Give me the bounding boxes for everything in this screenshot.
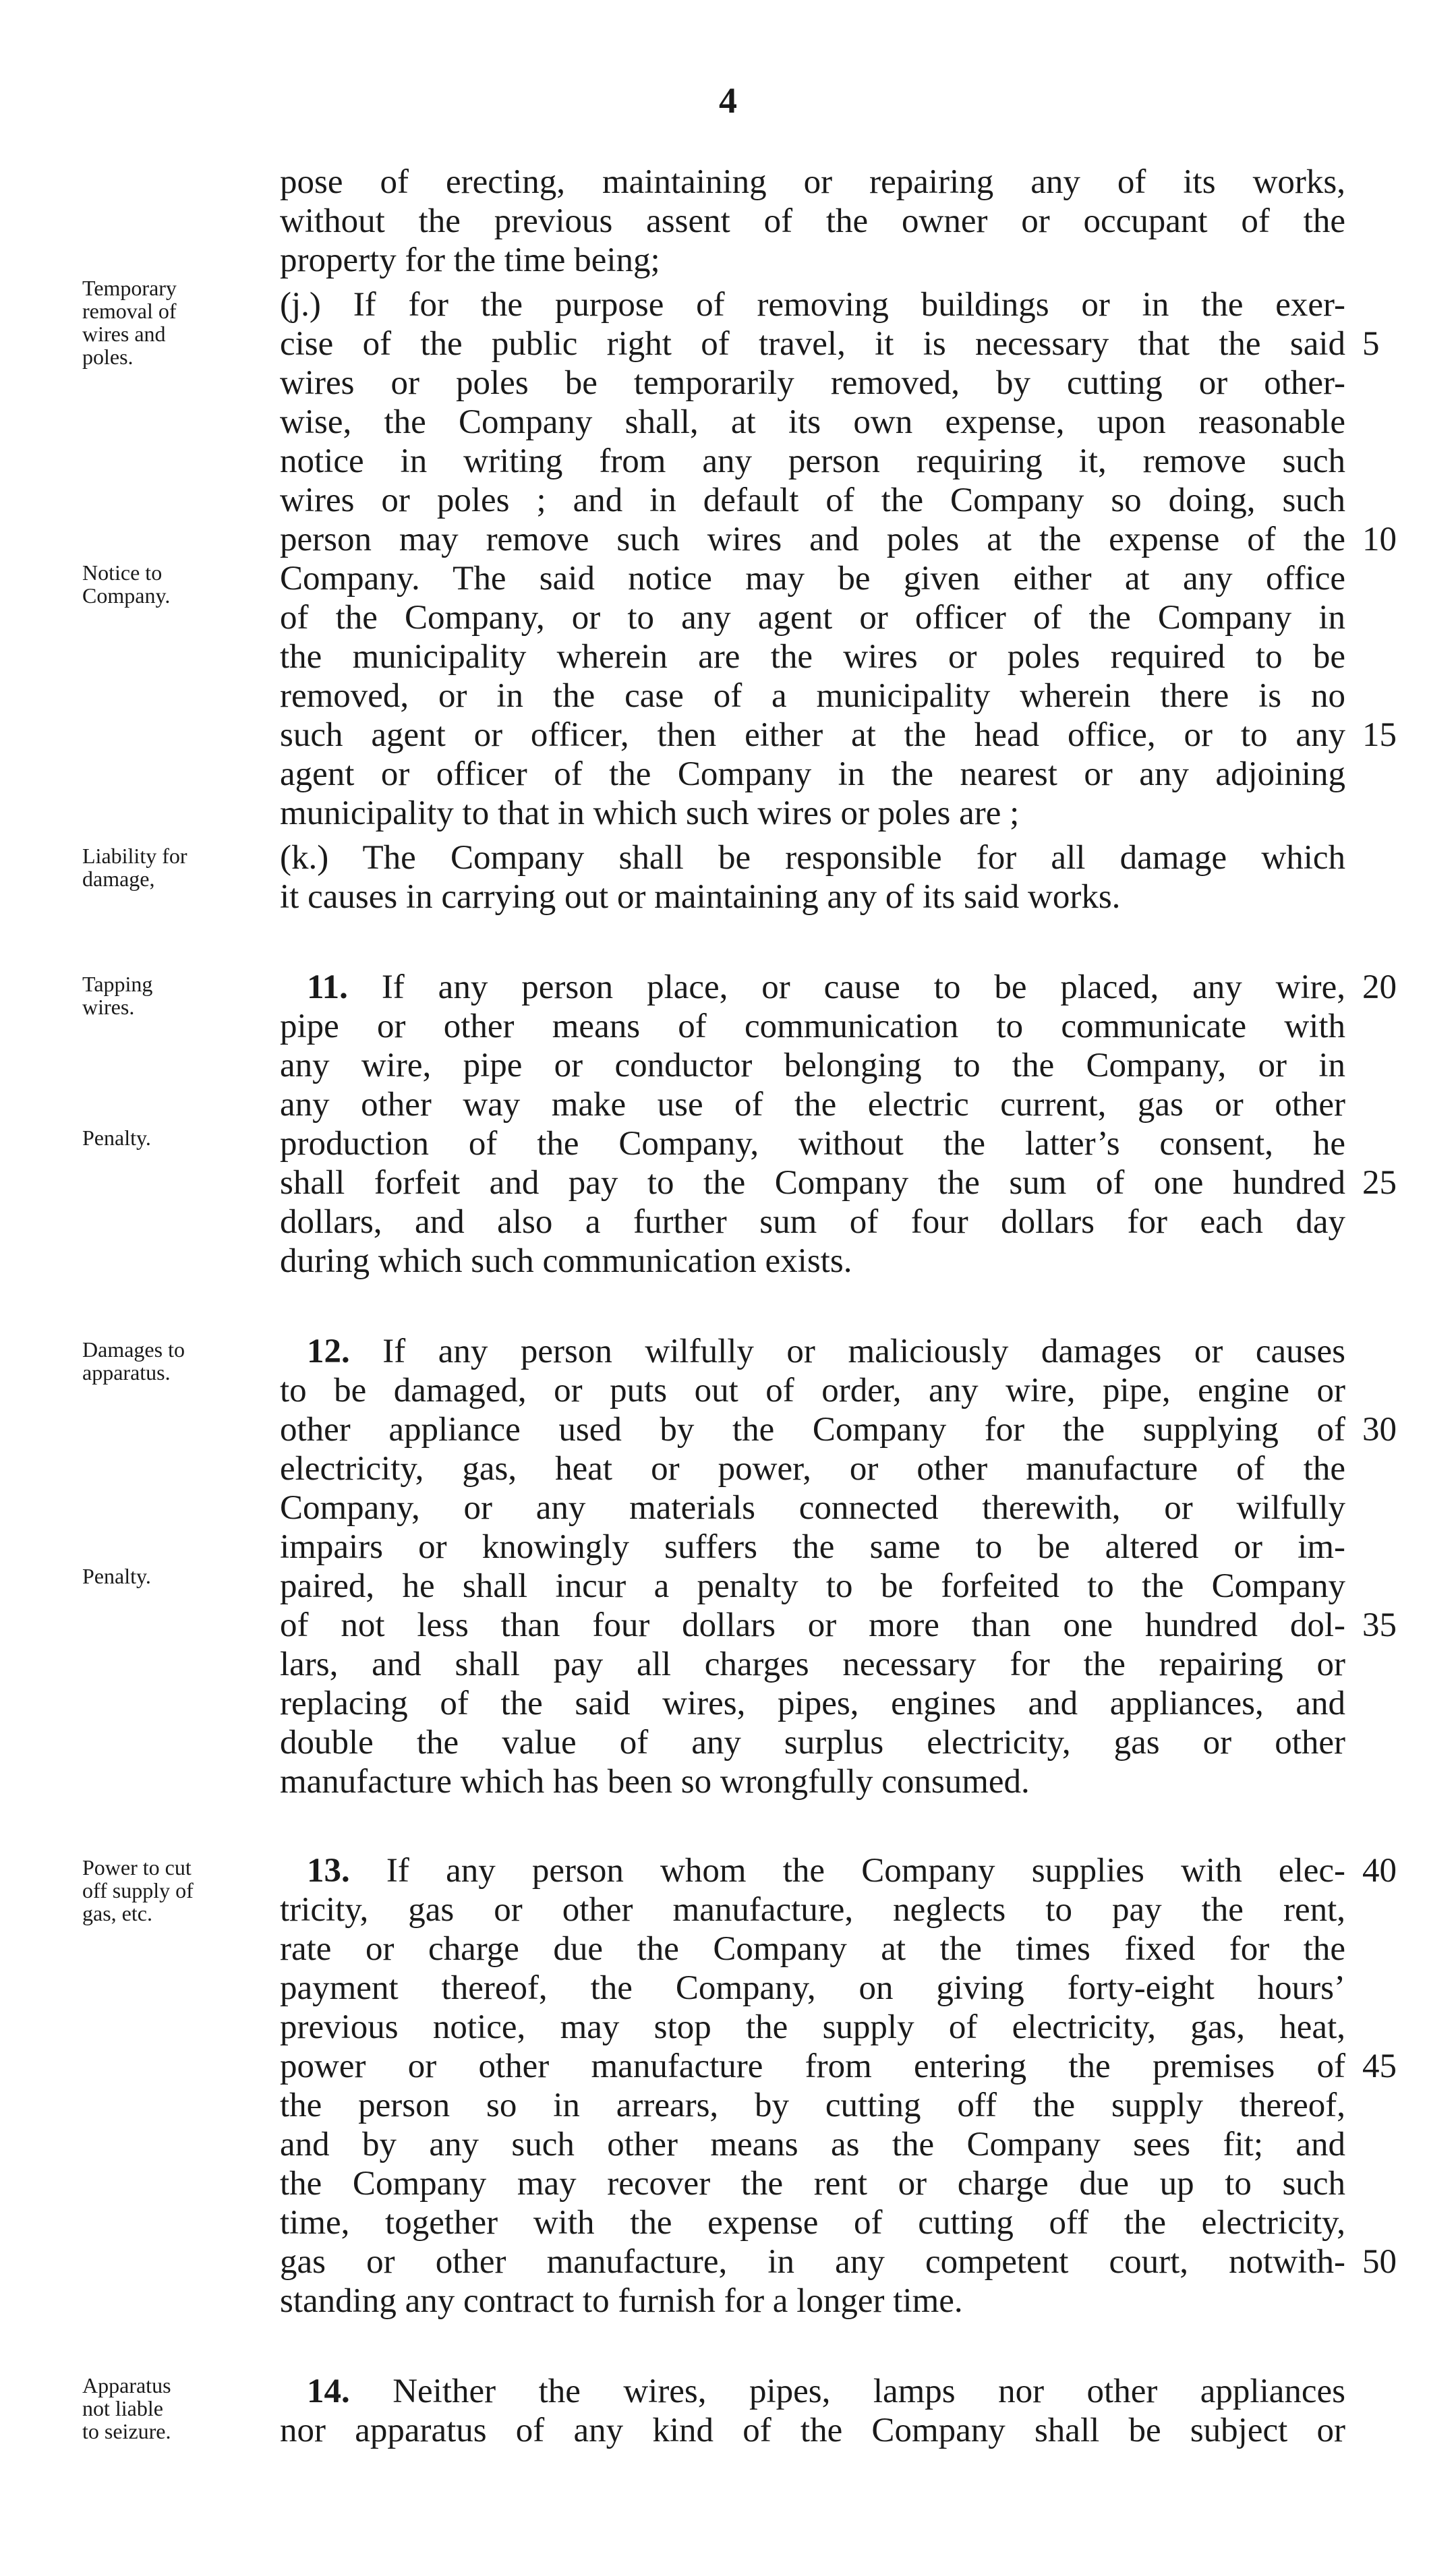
line-number: 5 bbox=[1362, 325, 1380, 363]
text-line: 11. If any person place, or cause to be placed, any wire, bbox=[307, 968, 1345, 1006]
text-line: notice in writing from any person requiring it, remove such bbox=[280, 442, 1345, 480]
section-number: 12. bbox=[307, 1333, 350, 1370]
text-line: nor apparatus of any kind of the Company shall be subject or bbox=[280, 2412, 1345, 2449]
margin-note: Damages to apparatus. bbox=[82, 1337, 185, 1385]
text-line: the Company may recover the rent or charge due up to such bbox=[280, 2165, 1345, 2203]
line-number: 10 bbox=[1362, 521, 1397, 558]
text-line: standing any contract to furnish for a longer time. bbox=[280, 2282, 963, 2320]
line-number: 30 bbox=[1362, 1411, 1397, 1449]
text-line: without the previous assent of the owner or occupant of the bbox=[280, 202, 1345, 240]
text-line: previous notice, may stop the supply of electricity, gas, heat, bbox=[280, 2008, 1345, 2046]
margin-note: Power to cut off supply of gas, etc. bbox=[82, 1855, 194, 1925]
text-line: wise, the Company shall, at its own expense, upon reasonable bbox=[280, 403, 1345, 441]
text-line: any wire, pipe or conductor belonging to the Company, or in bbox=[280, 1047, 1345, 1084]
section-number: 14. bbox=[307, 2373, 350, 2410]
text-line: agent or officer of the Company in the nearest or any adjoining bbox=[280, 755, 1345, 793]
text-line: wires or poles be temporarily removed, by cutting or other- bbox=[280, 364, 1345, 402]
text-line: 13. If any person whom the Company supplies with elec- bbox=[307, 1852, 1345, 1890]
section-number: 11. bbox=[307, 968, 348, 1006]
text-line: 12. If any person wilfully or maliciously damages or causes bbox=[307, 1333, 1345, 1370]
text-line: tricity, gas or other manufacture, neglects to pay the rent, bbox=[280, 1891, 1345, 1929]
text-line: replacing of the said wires, pipes, engines and appliances, and bbox=[280, 1685, 1345, 1722]
line-number: 15 bbox=[1362, 716, 1397, 754]
line-number: 40 bbox=[1362, 1852, 1397, 1890]
margin-note: Temporary removal of wires and poles. bbox=[82, 276, 177, 369]
page-number: 4 bbox=[719, 80, 737, 121]
text-line: (k.) The Company shall be responsible for all damage which bbox=[280, 839, 1345, 877]
text-line: municipality to that in which such wires or poles are ; bbox=[280, 794, 1020, 832]
text-line: shall forfeit and pay to the Company the sum of one hundred bbox=[280, 1164, 1345, 1202]
text-line: payment thereof, the Company, on giving forty-eight hours’ bbox=[280, 1969, 1345, 2007]
text-line: any other way make use of the electric current, gas or other bbox=[280, 1086, 1345, 1124]
text-line: 14. Neither the wires, pipes, lamps nor other appliances bbox=[307, 2373, 1345, 2410]
line-number: 35 bbox=[1362, 1606, 1397, 1644]
text-line: wires or poles ; and in default of the Company so doing, such bbox=[280, 482, 1345, 519]
text-line: of not less than four dollars or more than one hundred dol- bbox=[280, 1606, 1345, 1644]
text-line: such agent or officer, then either at the head office, or to any bbox=[280, 716, 1345, 754]
text-line: during which such communication exists. bbox=[280, 1242, 852, 1280]
text-line: double the value of any surplus electricity, gas or other bbox=[280, 1724, 1345, 1762]
text-line: dollars, and also a further sum of four dollars for each day bbox=[280, 1203, 1345, 1241]
margin-note: Penalty. bbox=[82, 1564, 151, 1588]
text-line: removed, or in the case of a municipality wherein there is no bbox=[280, 677, 1345, 715]
margin-note: Tapping wires. bbox=[82, 972, 153, 1019]
text-line: Company, or any materials connected therewith, or wilfully bbox=[280, 1489, 1345, 1527]
text-line: and by any such other means as the Company sees fit; and bbox=[280, 2126, 1345, 2163]
text-line: Company. The said notice may be given either at any office bbox=[280, 560, 1345, 598]
text-line: (j.) If for the purpose of removing buildings or in the exer- bbox=[280, 286, 1345, 324]
text-line: time, together with the expense of cutting off the electricity, bbox=[280, 2204, 1345, 2242]
margin-note: Apparatus not liable to seizure. bbox=[82, 2373, 171, 2443]
text-line: person may remove such wires and poles at the expense of the bbox=[280, 521, 1345, 558]
margin-note: Liability for damage, bbox=[82, 844, 187, 891]
margin-note: Penalty. bbox=[82, 1126, 151, 1150]
text-line: the municipality wherein are the wires or poles required to be bbox=[280, 638, 1345, 676]
text-line: it causes in carrying out or maintaining any of its said works. bbox=[280, 878, 1121, 916]
text-line: power or other manufacture from entering the premises of bbox=[280, 2047, 1345, 2085]
line-number: 50 bbox=[1362, 2243, 1397, 2281]
text-line: gas or other manufacture, in any competent court, notwith- bbox=[280, 2243, 1345, 2281]
text-line: manufacture which has been so wrongfully consumed. bbox=[280, 1763, 1030, 1801]
text-line: production of the Company, without the latter’s consent, he bbox=[280, 1125, 1345, 1163]
text-line: cise of the public right of travel, it is necessary that the said bbox=[280, 325, 1345, 363]
line-number: 20 bbox=[1362, 968, 1397, 1006]
text-line: impairs or knowingly suffers the same to be altered or im- bbox=[280, 1528, 1345, 1566]
margin-note: Notice to Company. bbox=[82, 560, 171, 608]
text-line: other appliance used by the Company for the supplying of bbox=[280, 1411, 1345, 1449]
text-line: rate or charge due the Company at the times fixed for the bbox=[280, 1930, 1345, 1968]
section-number: 13. bbox=[307, 1852, 350, 1890]
line-number: 45 bbox=[1362, 2047, 1397, 2085]
text-line: property for the time being; bbox=[280, 241, 660, 279]
text-line: of the Company, or to any agent or officer of the Company in bbox=[280, 599, 1345, 637]
text-line: lars, and shall pay all charges necessary for the repairing or bbox=[280, 1646, 1345, 1683]
text-line: pose of erecting, maintaining or repairing any of its works, bbox=[280, 163, 1345, 201]
text-line: the person so in arrears, by cutting off the supply thereof, bbox=[280, 2087, 1345, 2124]
text-line: pipe or other means of communication to communicate with bbox=[280, 1008, 1345, 1045]
text-line: electricity, gas, heat or power, or other manufacture of the bbox=[280, 1450, 1345, 1488]
text-line: to be damaged, or puts out of order, any wire, pipe, engine or bbox=[280, 1372, 1345, 1409]
text-line: paired, he shall incur a penalty to be forfeited to the Company bbox=[280, 1567, 1345, 1605]
line-number: 25 bbox=[1362, 1164, 1397, 1202]
